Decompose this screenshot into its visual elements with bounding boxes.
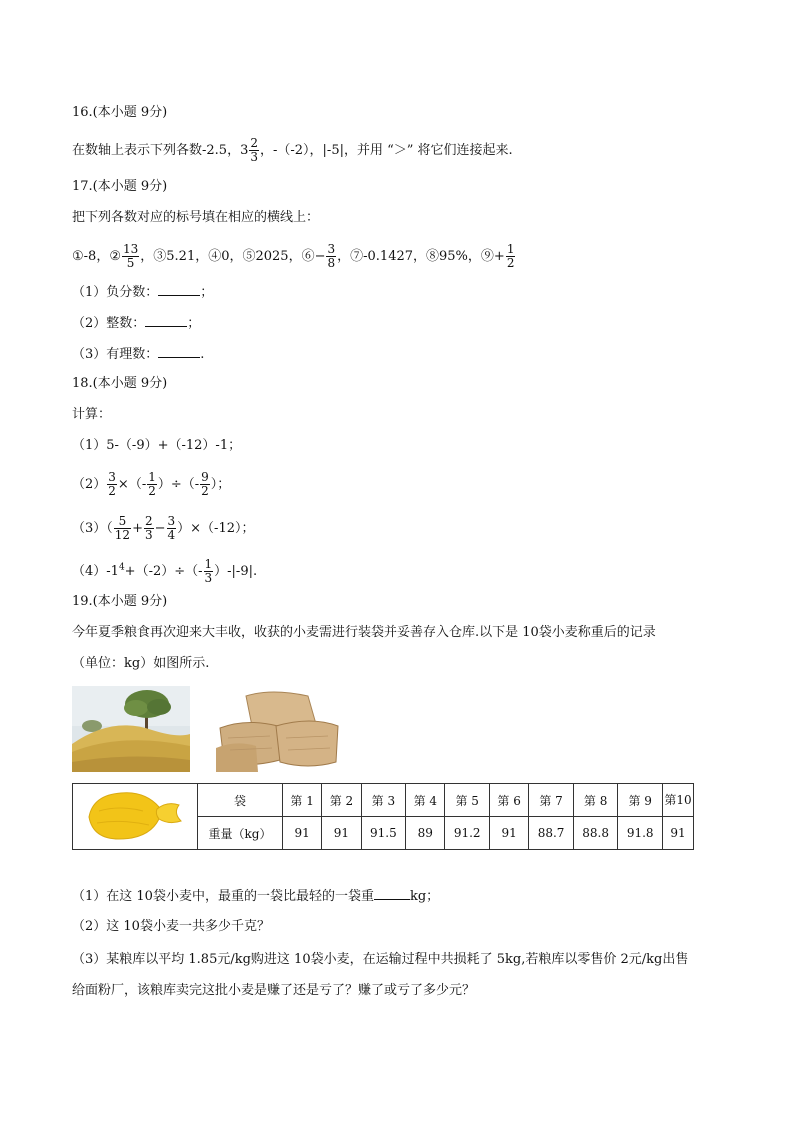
- bag-col: 第 8: [573, 784, 618, 817]
- yellow-sack-image: [83, 787, 187, 843]
- answer-blank[interactable]: [145, 314, 187, 327]
- frac-num: 2: [250, 136, 258, 150]
- q19-sub3-line1: （3）某粮库以平均 1.85元/kg购进这 10袋小麦，在运输过程中共损耗了 5kg,若粮库以零售价 2元/kg出售: [72, 952, 689, 967]
- q18-header: 18.(本小题 9分): [72, 376, 168, 391]
- q19-sub2: （2）这 10袋小麦一共多少千克？: [72, 919, 270, 934]
- q17-intro: 把下列各数对应的标号填在相应的横线上：: [72, 210, 320, 225]
- bag-col: 第 4: [406, 784, 445, 817]
- frac-den: 3: [250, 150, 258, 164]
- bag-col: 第10: [663, 784, 694, 817]
- q19-sub3-line2: 给面粉厂，该粮库卖完这批小麦是赚了还是亏了？赚了或亏了多少元？: [72, 983, 476, 998]
- fraction-13-5: $\frac{13}{5}$: [122, 242, 139, 270]
- weight-cell: 91: [283, 817, 322, 850]
- q17-header: 17.(本小题 9分): [72, 179, 168, 194]
- q17-part3: （3）有理数： .: [72, 347, 205, 362]
- bag-col: 第 5: [445, 784, 490, 817]
- answer-blank[interactable]: [374, 887, 410, 900]
- wheat-heap-image: [72, 686, 190, 772]
- q18-calc1: （1）5-（-9）+（-12）-1；: [72, 438, 242, 453]
- fraction: $\frac{3}{4}$: [167, 514, 176, 542]
- q16-text-after: ，-（-2），|-5|，并用 “＞” 将它们连接起来.: [260, 143, 513, 158]
- q17-n1: ①-8，②: [72, 249, 121, 264]
- bag-col: 第 6: [489, 784, 528, 817]
- q16-header: 16.(本小题 9分): [72, 105, 168, 120]
- exponent: 4: [118, 562, 125, 573]
- bag-col: 第 2: [322, 784, 361, 817]
- row-label-bag: 袋: [198, 784, 283, 817]
- answer-blank[interactable]: [158, 283, 200, 296]
- q18-calc2: （2） $\frac{3}{2}$ ×（- $\frac{1}{2}$ ）÷（- $\frac{9}{2}$ ）；: [72, 470, 231, 498]
- q17-number-list: [72, 243, 516, 270]
- weight-cell: 88.7: [529, 817, 574, 850]
- weight-cell: 88.8: [573, 817, 618, 850]
- bag-col: 第 1: [283, 784, 322, 817]
- weight-cell: 91.2: [445, 817, 490, 850]
- q16-text-before: 在数轴上表示下列各数-2.5，: [72, 143, 241, 158]
- fraction: $\frac{9}{2}$: [201, 470, 209, 498]
- q17-n3: ，③5.21，④0，⑤2025，⑥: [140, 249, 315, 264]
- sack-image-cell: [73, 784, 198, 850]
- q19-intro-line1: 今年夏季粮食再次迎来大丰收，收获的小麦需进行装袋并妥善存入仓库.以下是 10袋小麦称重后的记录: [72, 625, 656, 640]
- weight-cell: 91: [663, 817, 694, 850]
- q17-f6-sign: −: [314, 249, 326, 264]
- weight-cell: 89: [406, 817, 445, 850]
- fraction: $\frac{3}{2}$: [108, 470, 116, 498]
- q17-f9-sign: +: [493, 249, 505, 264]
- weight-cell: 91.8: [618, 817, 663, 850]
- q19-intro-line2: （单位：kg）如图所示.: [72, 656, 210, 671]
- grain-sacks-image: [216, 688, 342, 772]
- row-label-weight: 重量（kg）: [198, 817, 283, 850]
- q19-sub1: （1）在这 10袋小麦中，最重的一袋比最轻的一袋重 kg；: [72, 889, 440, 904]
- fraction: $\frac{1}{3}$: [204, 557, 213, 585]
- bag-col: 第 3: [361, 784, 406, 817]
- q17-part2: （2）整数： ；: [72, 316, 201, 331]
- q19-header: 19.(本小题 9分): [72, 594, 168, 609]
- fraction: $\frac{5}{12}$: [114, 514, 131, 542]
- bag-col: 第 7: [529, 784, 574, 817]
- table-row: [73, 784, 694, 817]
- q16-text: [72, 137, 513, 164]
- q17-n7: ，⑦-0.1427，⑧95%，⑨: [337, 249, 494, 264]
- fraction: $\frac{1}{2}$: [148, 470, 156, 498]
- weight-cell: 91.5: [361, 817, 406, 850]
- q18-calc3: （3）（ $\frac{5}{12}$ + $\frac{2}{3}$ − $\frac{3}{4}$ ）×（-12）；: [72, 514, 255, 542]
- answer-blank[interactable]: [158, 345, 200, 358]
- weight-cell: 91: [322, 817, 361, 850]
- q17-part1: （1）负分数： ；: [72, 285, 214, 300]
- mixed-number-fraction: [249, 137, 259, 164]
- mixed-number-whole: 3: [240, 143, 249, 158]
- weight-cell: 91: [489, 817, 528, 850]
- fraction-1-2: $\frac{1}{2}$: [506, 242, 515, 270]
- bag-col: 第 9: [618, 784, 663, 817]
- q18-intro: 计算：: [72, 407, 112, 422]
- fraction-3-8: $\frac{3}{8}$: [327, 242, 336, 270]
- q18-calc4: $(4)-1^4+(-2)\div(-$ $\frac{1}{3}$ ）-|-9|.: [72, 557, 258, 585]
- weight-table: [72, 783, 694, 850]
- fraction: $\frac{2}{3}$: [144, 514, 153, 542]
